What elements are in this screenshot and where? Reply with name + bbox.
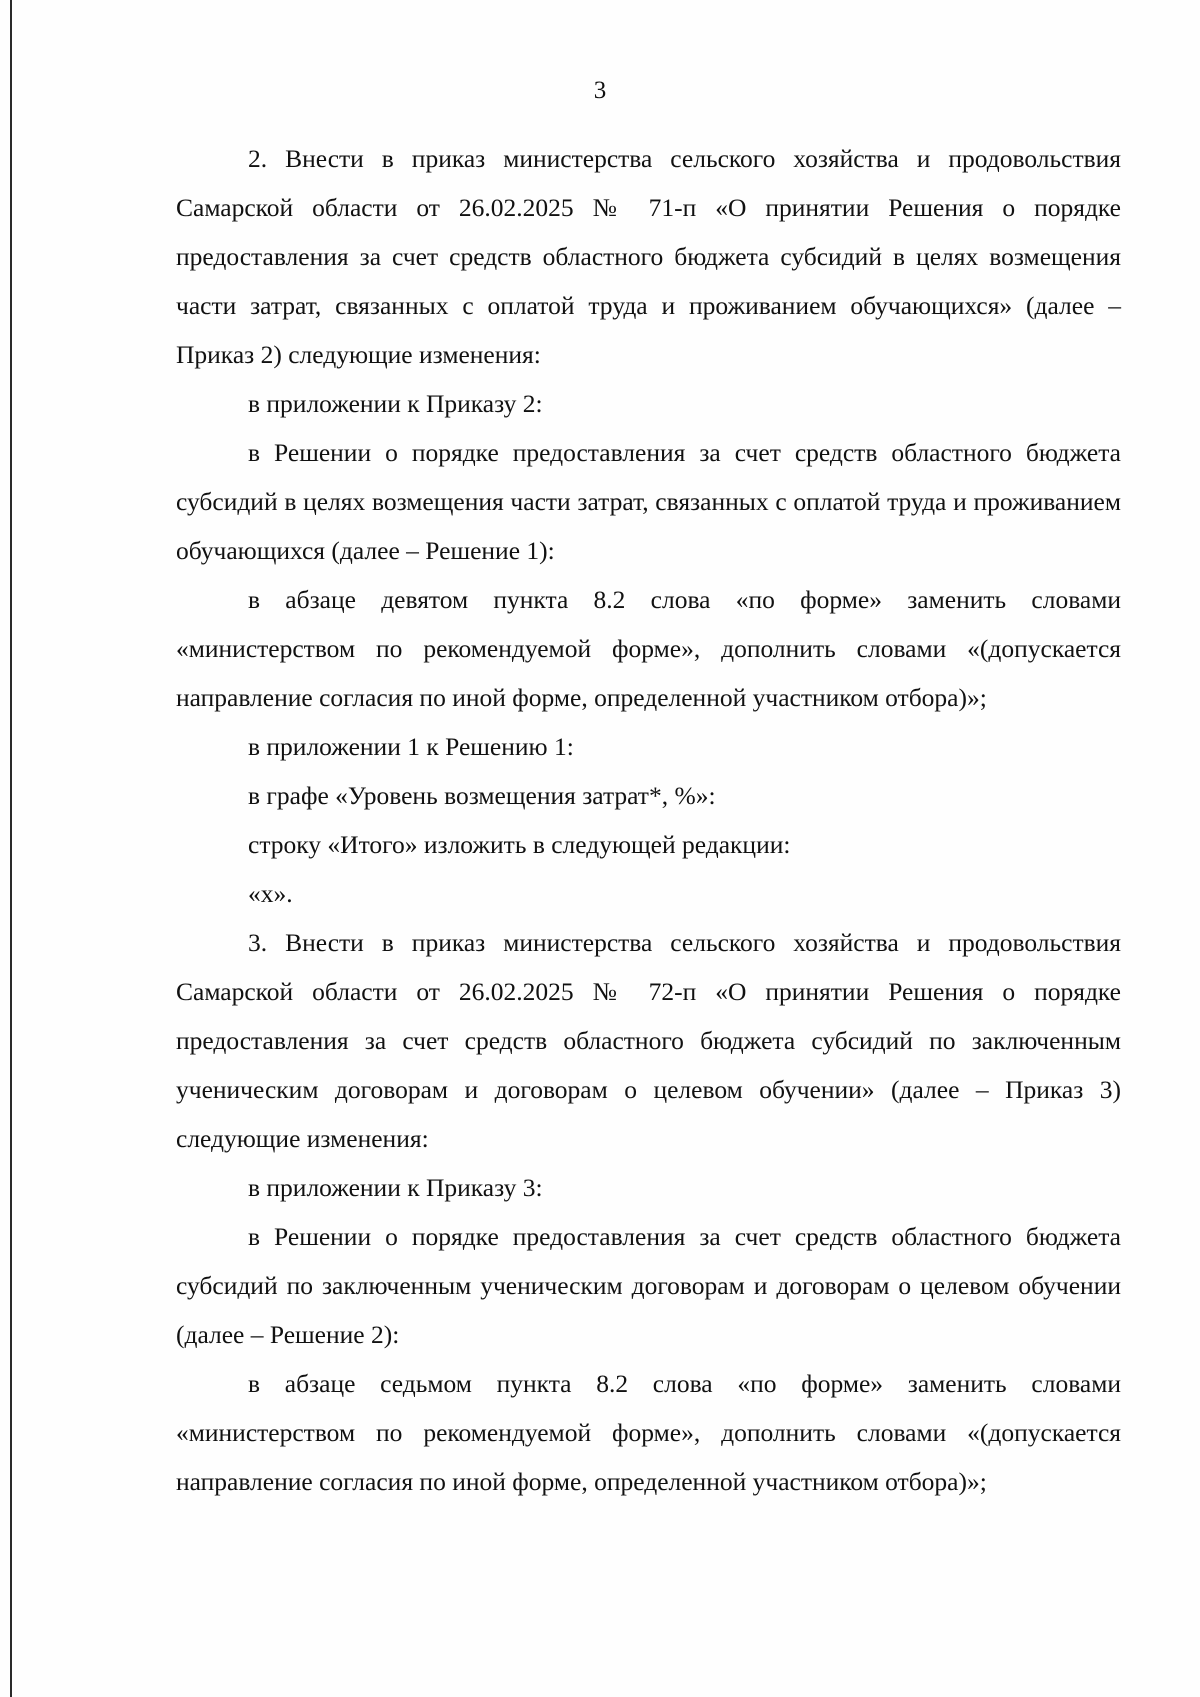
paragraph-decision-2: в Решении о порядке предоставления за счет средств областного бюджета субсидий по заключенным ученическим договорам и договорам о целевом обучении (далее – Решение 2):	[176, 1222, 1121, 1349]
paragraph-row-total: строку «Итого» изложить в следующей редакции:	[248, 830, 791, 859]
paragraph-amend-8-2-ninth: в абзаце девятом пункта 8.2 слова «по форме» заменить словами «министерством по рекомендуемой форме», дополнить словами «(допускается направление согласия по иной форме, определенной участником отбора)»;	[176, 585, 1121, 712]
paragraph-annex-order-3: в приложении к Приказу 3:	[248, 1173, 543, 1202]
paragraph-item-3: 3. Внести в приказ министерства сельского хозяйства и продовольствия Самарской области от 26.02.2025 № 72-п «О принятии Решения о порядке предоставления за счет средств областного бюджета субсидий по заключенным ученическим договорам и договорам о целевом обучении» (далее – Приказ 3) следующие изменения:	[176, 928, 1121, 1153]
paragraph-amend-8-2-seventh: в абзаце седьмом пункта 8.2 слова «по форме» заменить словами «министерством по рекомендуемой форме», дополнить словами «(допускается направление согласия по иной форме, определенной участником отбора)»;	[176, 1369, 1121, 1496]
paragraph-decision-1: в Решении о порядке предоставления за счет средств областного бюджета субсидий в целях возмещения части затрат, связанных с оплатой труда и проживанием обучающихся (далее – Решение 1):	[176, 438, 1121, 565]
page-number: 3	[593, 77, 607, 104]
paragraph-column-rate: в графе «Уровень возмещения затрат*, %»:	[248, 781, 716, 810]
document-body	[176, 134, 1121, 1506]
paragraph-annex-order-2: в приложении к Приказу 2:	[248, 389, 543, 418]
paragraph-annex-1-decision-1: в приложении 1 к Решению 1:	[248, 732, 574, 761]
paragraph-x-value: «х».	[248, 879, 293, 908]
paragraph-item-2: 2. Внести в приказ министерства сельского хозяйства и продовольствия Самарской области от 26.02.2025 № 71-п «О принятии Решения о порядке предоставления за счет средств областного бюджета субсидий в целях возмещения части затрат, связанных с оплатой труда и проживанием обучающихся» (далее – Приказ 2) следующие изменения:	[176, 144, 1121, 369]
scan-left-edge	[10, 0, 12, 1697]
